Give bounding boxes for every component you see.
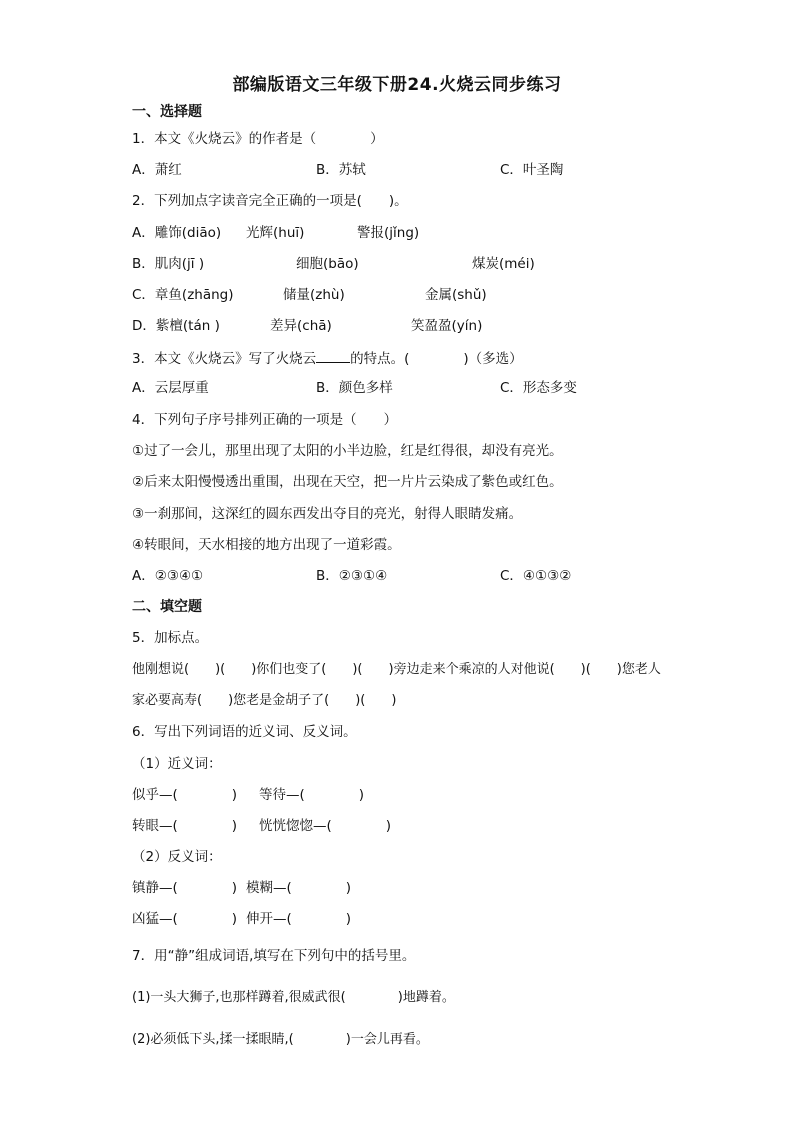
question-4-option-c: C．④①③②	[500, 568, 572, 584]
question-2-option-b-word3: 煤炭(méi)	[472, 256, 535, 272]
question-1-option-a: A．萧红	[132, 162, 182, 178]
question-1-stem: 1．本文《火烧云》的作者是（ ）	[132, 131, 384, 147]
question-2-option-a-word3: 警报(jǐng)	[357, 225, 420, 241]
question-3-option-b: B．颜色多样	[316, 380, 393, 396]
synonym-item: 等待—( )	[259, 787, 365, 803]
antonym-label: （2）反义词：	[132, 849, 222, 865]
question-2-option-c-word3: 金属(shǔ)	[425, 287, 487, 303]
question-2-stem: 2．下列加点字读音完全正确的一项是( )。	[132, 193, 408, 209]
question-2-option-a-word2: 光辉(huī)	[246, 225, 305, 241]
question-1-option-b: B．苏轼	[316, 162, 366, 178]
question-2-option-d-word1: D．紫檀(tán )	[132, 318, 220, 334]
question-4-sentence-3: ③一刹那间，这深红的圆东西发出夺目的亮光，射得人眼睛发痛。	[132, 506, 523, 522]
section-heading-choice: 一、选择题	[132, 104, 202, 120]
question-2-option-d-word3: 笑盈盈(yín)	[411, 318, 483, 334]
synonym-item: 似乎—( )	[132, 787, 238, 803]
question-6-stem: 6．写出下列词语的近义词、反义词。	[132, 724, 357, 740]
antonym-item: 镇静—( )	[132, 880, 238, 896]
question-7-line-2: (2)必须低下头,揉一揉眼睛,( )一会儿再看。	[132, 1032, 429, 1047]
question-4-option-b: B．②③①④	[316, 568, 388, 584]
answer-blank[interactable]	[316, 348, 350, 363]
antonym-item: 模糊—( )	[246, 880, 352, 896]
antonym-item: 伸开—( )	[246, 911, 352, 927]
question-5-stem: 5．加标点。	[132, 630, 209, 646]
antonym-item: 凶猛—( )	[132, 911, 238, 927]
question-4-sentence-4: ④转眼间，天水相接的地方出现了一道彩霞。	[132, 537, 401, 553]
question-1-option-c: C．叶圣陶	[500, 162, 564, 178]
synonym-item: 恍恍惚惚—( )	[259, 818, 392, 834]
question-2-option-a-word1: A．雕饰(diāo)	[132, 225, 222, 241]
question-2-option-c-word1: C．章鱼(zhāng)	[132, 287, 234, 303]
synonym-label: （1）近义词：	[132, 756, 222, 772]
question-4-stem: 4．下列句子序号排列正确的一项是（ ）	[132, 412, 398, 428]
page-title: 部编版语文三年级下册24.火烧云同步练习	[232, 75, 562, 95]
question-5-line-2: 家必要高寿( )您老是金胡子了( )( )	[132, 693, 397, 708]
question-7-line-1: (1)一头大狮子,也那样蹲着,很威武很( )地蹲着。	[132, 990, 455, 1005]
question-4-option-a: A．②③④①	[132, 568, 204, 584]
question-2-option-b-word1: B．肌肉(jī )	[132, 256, 205, 272]
question-4-sentence-1: ①过了一会儿，那里出现了太阳的小半边脸，红是红得很，却没有亮光。	[132, 443, 563, 459]
question-2-option-b-word2: 细胞(bāo)	[296, 256, 359, 272]
synonym-item: 转眼—( )	[132, 818, 238, 834]
question-2-option-d-word2: 差异(chā)	[270, 318, 332, 334]
section-heading-fill: 二、填空题	[132, 599, 202, 615]
question-5-line-1: 他刚想说( )( )你们也变了( )( )旁边走来个乘凉的人对他说( )( )您老人	[132, 662, 661, 677]
question-3-stem: 3．本文《火烧云》写了火烧云 的特点。( )（多选）	[132, 348, 523, 368]
question-4-sentence-2: ②后来太阳慢慢透出重围，出现在天空，把一片片云染成了紫色或红色。	[132, 474, 563, 490]
question-3-option-c: C．形态多变	[500, 380, 577, 396]
question-7-stem: 7．用“静”组成词语,填写在下列句中的括号里。	[132, 948, 416, 964]
question-2-option-c-word2: 储量(zhù)	[283, 287, 345, 303]
question-3-option-a: A．云层厚重	[132, 380, 209, 396]
